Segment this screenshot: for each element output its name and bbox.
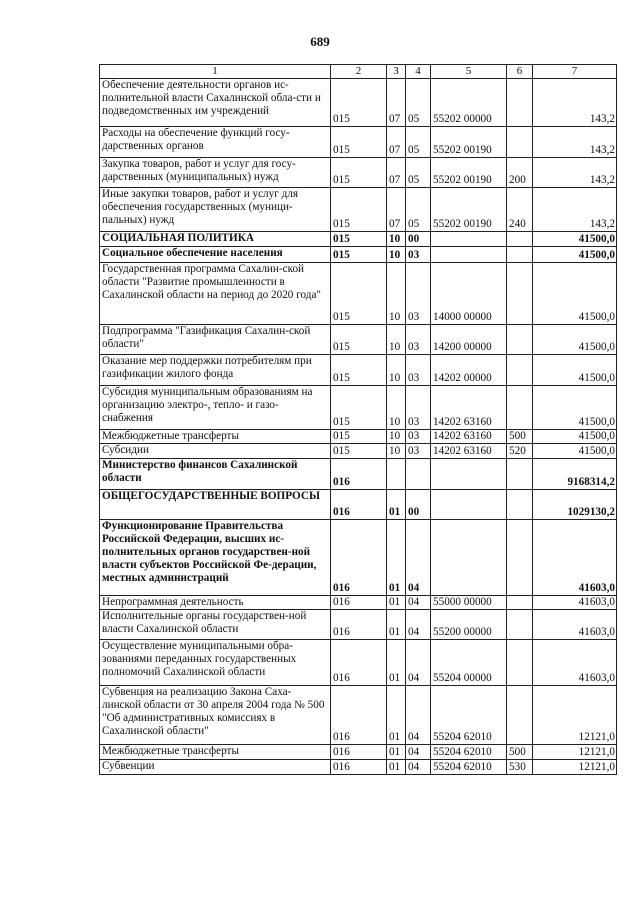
amount-cell: 41603,0 bbox=[533, 520, 617, 596]
amount-cell: 143,2 bbox=[533, 79, 617, 127]
expense-type-cell bbox=[507, 355, 533, 386]
row-name-cell: Межбюджетные трансферты bbox=[100, 430, 331, 444]
page-number: 689 bbox=[310, 34, 330, 49]
section-code-cell: 10 bbox=[387, 247, 406, 263]
section-code-cell: 01 bbox=[387, 745, 406, 760]
amount-cell: 41603,0 bbox=[533, 640, 617, 686]
expense-type-cell: 200 bbox=[507, 158, 533, 188]
target-article-cell: 14202 63160 bbox=[431, 444, 507, 459]
column-header: 6 bbox=[507, 65, 533, 79]
target-article-cell: 55000 00000 bbox=[431, 596, 507, 610]
section-code-cell: 01 bbox=[387, 610, 406, 640]
section-code-cell: 10 bbox=[387, 430, 406, 444]
expense-type-cell bbox=[507, 490, 533, 520]
expense-type-cell bbox=[507, 263, 533, 325]
admin-code-cell: 015 bbox=[331, 188, 387, 232]
subsection-code-cell: 03 bbox=[406, 247, 431, 263]
table-row bbox=[100, 325, 617, 355]
admin-code-cell: 015 bbox=[331, 247, 387, 263]
table-row bbox=[100, 247, 617, 263]
expense-type-cell bbox=[507, 610, 533, 640]
column-header: 3 bbox=[387, 65, 406, 79]
admin-code-cell: 016 bbox=[331, 596, 387, 610]
subsection-code-cell: 00 bbox=[406, 490, 431, 520]
amount-cell: 9168314,2 bbox=[533, 459, 617, 490]
table-row bbox=[100, 640, 617, 686]
table-row bbox=[100, 188, 617, 232]
target-article-cell: 14200 00000 bbox=[431, 325, 507, 355]
section-code-cell: 07 bbox=[387, 79, 406, 127]
row-name-cell: Субсидия муниципальным образованиям на организацию электро-, тепло- и газо-снабжения bbox=[100, 386, 331, 430]
amount-cell: 143,2 bbox=[533, 127, 617, 158]
table-row bbox=[100, 686, 617, 745]
column-header: 2 bbox=[331, 65, 387, 79]
section-code-cell: 01 bbox=[387, 596, 406, 610]
amount-cell: 143,2 bbox=[533, 188, 617, 232]
section-code-cell: 01 bbox=[387, 640, 406, 686]
expense-type-cell bbox=[507, 459, 533, 490]
table-row bbox=[100, 760, 617, 775]
expense-type-cell: 500 bbox=[507, 745, 533, 760]
expense-type-cell bbox=[507, 247, 533, 263]
table-row bbox=[100, 596, 617, 610]
target-article-cell bbox=[431, 490, 507, 520]
target-article-cell: 55204 62010 bbox=[431, 686, 507, 745]
target-article-cell: 55204 62010 bbox=[431, 760, 507, 775]
amount-cell: 12121,0 bbox=[533, 745, 617, 760]
row-name-cell: Подпрограмма "Газификация Сахалин-ской области" bbox=[100, 325, 331, 355]
section-code-cell: 07 bbox=[387, 188, 406, 232]
row-name-cell: Исполнительные органы государствен-ной власти Сахалинской области bbox=[100, 610, 331, 640]
expense-type-cell bbox=[507, 386, 533, 430]
target-article-cell: 14202 00000 bbox=[431, 355, 507, 386]
subsection-code-cell: 05 bbox=[406, 79, 431, 127]
subsection-code-cell: 03 bbox=[406, 430, 431, 444]
row-name-cell: Закупка товаров, работ и услуг для госу-дарственных (муниципальных) нужд bbox=[100, 158, 331, 188]
expense-type-cell: 520 bbox=[507, 444, 533, 459]
target-article-cell: 55202 00190 bbox=[431, 127, 507, 158]
admin-code-cell: 015 bbox=[331, 158, 387, 188]
table-row bbox=[100, 263, 617, 325]
section-code-cell bbox=[387, 459, 406, 490]
amount-cell: 41500,0 bbox=[533, 355, 617, 386]
row-name-cell: Государственная программа Сахалин-ской области "Развитие промышленности в Сахалинской области на период до 2020 года" bbox=[100, 263, 331, 325]
subsection-code-cell: 03 bbox=[406, 263, 431, 325]
admin-code-cell: 016 bbox=[331, 745, 387, 760]
target-article-cell bbox=[431, 232, 507, 247]
admin-code-cell: 015 bbox=[331, 325, 387, 355]
amount-cell: 143,2 bbox=[533, 158, 617, 188]
row-name-cell: Иные закупки товаров, работ и услуг для обеспечения государственных (муници-пальных) нужд bbox=[100, 188, 331, 232]
row-name-cell: ОБЩЕГОСУДАРСТВЕННЫЕ ВОПРОСЫ bbox=[100, 490, 331, 520]
target-article-cell: 55202 00000 bbox=[431, 79, 507, 127]
expense-type-cell bbox=[507, 640, 533, 686]
expense-type-cell bbox=[507, 596, 533, 610]
section-code-cell: 01 bbox=[387, 490, 406, 520]
admin-code-cell: 016 bbox=[331, 610, 387, 640]
table-row bbox=[100, 127, 617, 158]
admin-code-cell: 015 bbox=[331, 232, 387, 247]
subsection-code-cell: 03 bbox=[406, 355, 431, 386]
amount-cell: 41500,0 bbox=[533, 263, 617, 325]
amount-cell: 1029130,2 bbox=[533, 490, 617, 520]
subsection-code-cell: 05 bbox=[406, 158, 431, 188]
amount-cell: 12121,0 bbox=[533, 686, 617, 745]
subsection-code-cell bbox=[406, 459, 431, 490]
target-article-cell: 55202 00190 bbox=[431, 158, 507, 188]
expense-type-cell: 530 bbox=[507, 760, 533, 775]
row-name-cell: Функционирование Правительства Российской Федерации, высших ис-полнительных органов государствен-ной власти субъектов Российской Фе-дерации, местных администраций bbox=[100, 520, 331, 596]
table-row bbox=[100, 459, 617, 490]
target-article-cell: 14202 63160 bbox=[431, 430, 507, 444]
budget-table bbox=[99, 64, 617, 775]
row-name-cell: Оказание мер поддержки потребителям при газификации жилого фонда bbox=[100, 355, 331, 386]
subsection-code-cell: 04 bbox=[406, 686, 431, 745]
column-header: 4 bbox=[406, 65, 431, 79]
section-code-cell: 10 bbox=[387, 325, 406, 355]
subsection-code-cell: 03 bbox=[406, 325, 431, 355]
subsection-code-cell: 04 bbox=[406, 640, 431, 686]
subsection-code-cell: 00 bbox=[406, 232, 431, 247]
row-name-cell: Министерство финансов Сахалинской области bbox=[100, 459, 331, 490]
target-article-cell: 14000 00000 bbox=[431, 263, 507, 325]
table-row bbox=[100, 430, 617, 444]
header-row bbox=[100, 65, 617, 79]
row-name-cell: Субвенции bbox=[100, 760, 331, 775]
row-name-cell: Субсидии bbox=[100, 444, 331, 459]
column-header: 5 bbox=[431, 65, 507, 79]
section-code-cell: 01 bbox=[387, 520, 406, 596]
section-code-cell: 07 bbox=[387, 127, 406, 158]
expense-type-cell bbox=[507, 232, 533, 247]
table-row bbox=[100, 232, 617, 247]
row-name-cell: Социальное обеспечение населения bbox=[100, 247, 331, 263]
table-row bbox=[100, 158, 617, 188]
admin-code-cell: 015 bbox=[331, 79, 387, 127]
table-row bbox=[100, 444, 617, 459]
row-name-cell: Межбюджетные трансферты bbox=[100, 745, 331, 760]
target-article-cell: 14202 63160 bbox=[431, 386, 507, 430]
admin-code-cell: 015 bbox=[331, 127, 387, 158]
amount-cell: 41603,0 bbox=[533, 596, 617, 610]
table-row bbox=[100, 386, 617, 430]
amount-cell: 41500,0 bbox=[533, 325, 617, 355]
admin-code-cell: 016 bbox=[331, 520, 387, 596]
section-code-cell: 10 bbox=[387, 355, 406, 386]
subsection-code-cell: 04 bbox=[406, 760, 431, 775]
column-header: 7 bbox=[533, 65, 617, 79]
admin-code-cell: 016 bbox=[331, 640, 387, 686]
amount-cell: 41603,0 bbox=[533, 610, 617, 640]
section-code-cell: 10 bbox=[387, 444, 406, 459]
table-row bbox=[100, 745, 617, 760]
amount-cell: 41500,0 bbox=[533, 444, 617, 459]
expense-type-cell bbox=[507, 325, 533, 355]
target-article-cell: 55204 62010 bbox=[431, 745, 507, 760]
target-article-cell bbox=[431, 459, 507, 490]
amount-cell: 41500,0 bbox=[533, 430, 617, 444]
expense-type-cell: 500 bbox=[507, 430, 533, 444]
amount-cell: 41500,0 bbox=[533, 247, 617, 263]
expense-type-cell bbox=[507, 127, 533, 158]
table-row bbox=[100, 610, 617, 640]
target-article-cell bbox=[431, 520, 507, 596]
admin-code-cell: 015 bbox=[331, 386, 387, 430]
row-name-cell: Обеспечение деятельности органов ис-полнительной власти Сахалинской обла-сти и подведомственных им учреждений bbox=[100, 79, 331, 127]
admin-code-cell: 015 bbox=[331, 444, 387, 459]
subsection-code-cell: 03 bbox=[406, 444, 431, 459]
table-row bbox=[100, 520, 617, 596]
subsection-code-cell: 05 bbox=[406, 188, 431, 232]
admin-code-cell: 015 bbox=[331, 430, 387, 444]
table-row bbox=[100, 490, 617, 520]
subsection-code-cell: 04 bbox=[406, 745, 431, 760]
subsection-code-cell: 03 bbox=[406, 386, 431, 430]
target-article-cell: 55200 00000 bbox=[431, 610, 507, 640]
amount-cell: 41500,0 bbox=[533, 232, 617, 247]
subsection-code-cell: 05 bbox=[406, 127, 431, 158]
column-header: 1 bbox=[100, 65, 331, 79]
admin-code-cell: 015 bbox=[331, 263, 387, 325]
amount-cell: 12121,0 bbox=[533, 760, 617, 775]
amount-cell: 41500,0 bbox=[533, 386, 617, 430]
row-name-cell: Непрограммная деятельность bbox=[100, 596, 331, 610]
section-code-cell: 07 bbox=[387, 158, 406, 188]
subsection-code-cell: 04 bbox=[406, 596, 431, 610]
section-code-cell: 01 bbox=[387, 686, 406, 745]
expense-type-cell bbox=[507, 686, 533, 745]
admin-code-cell: 016 bbox=[331, 686, 387, 745]
row-name-cell: Осуществление муниципальными обра-зованиями переданных государственных полномочий Сахалинской области bbox=[100, 640, 331, 686]
target-article-cell: 55202 00190 bbox=[431, 188, 507, 232]
section-code-cell: 10 bbox=[387, 232, 406, 247]
table-body bbox=[100, 79, 617, 775]
subsection-code-cell: 04 bbox=[406, 520, 431, 596]
expense-type-cell bbox=[507, 79, 533, 127]
table-row bbox=[100, 355, 617, 386]
admin-code-cell: 016 bbox=[331, 760, 387, 775]
section-code-cell: 10 bbox=[387, 386, 406, 430]
table-row bbox=[100, 79, 617, 127]
section-code-cell: 10 bbox=[387, 263, 406, 325]
admin-code-cell: 016 bbox=[331, 490, 387, 520]
section-code-cell: 01 bbox=[387, 760, 406, 775]
admin-code-cell: 015 bbox=[331, 355, 387, 386]
expense-type-cell: 240 bbox=[507, 188, 533, 232]
target-article-cell bbox=[431, 247, 507, 263]
target-article-cell: 55204 00000 bbox=[431, 640, 507, 686]
admin-code-cell: 016 bbox=[331, 459, 387, 490]
row-name-cell: СОЦИАЛЬНАЯ ПОЛИТИКА bbox=[100, 232, 331, 247]
expense-type-cell bbox=[507, 520, 533, 596]
row-name-cell: Субвенция на реализацию Закона Саха-линской области от 30 апреля 2004 года № 500 "Об административных комиссиях в Сахалинской области" bbox=[100, 686, 331, 745]
subsection-code-cell: 04 bbox=[406, 610, 431, 640]
row-name-cell: Расходы на обеспечение функций госу-дарственных органов bbox=[100, 127, 331, 158]
